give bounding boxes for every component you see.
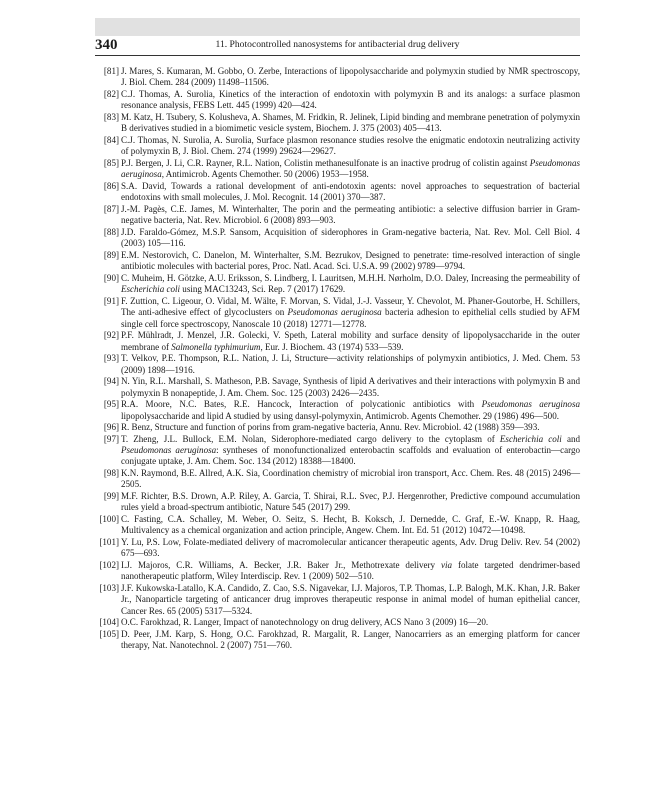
page-header: [95, 18, 580, 56]
reference-list: [95, 66, 580, 652]
reference-item: [95, 181, 580, 204]
reference-item: [95, 135, 580, 158]
reference-italic-segment: Escherichia coli: [121, 284, 181, 295]
reference-item: [95, 514, 580, 537]
reference-text: [121, 66, 580, 89]
reference-segment: C. Muheim, H. Götzke, A.U. Eriksson, S. Lindberg, I. Lauritsen, M.H.H. Nørholm, D.O. Daley, Increasing the permeability of: [121, 272, 580, 283]
reference-text: [121, 353, 580, 376]
reference-segment: T. Zheng, J.L. Bullock, E.M. Nolan, Siderophore-mediated cargo delivery to the cytoplasm of: [121, 433, 500, 444]
reference-number: [104]: [99, 617, 119, 628]
reference-number: [84]: [103, 134, 119, 145]
reference-text: [121, 181, 580, 204]
reference-item: [95, 583, 580, 617]
reference-text: [121, 376, 580, 399]
reference-number: [99]: [103, 490, 119, 501]
reference-segment: M. Katz, H. Tsubery, S. Kolusheva, A. Shames, M. Fridkin, R. Jelinek, Lipid binding and membrane penetration of polymyxin B derivatives studied in a biomimetic vesicle system, Biochem. J. 375 (2003) 405—413.: [121, 111, 580, 134]
reference-number: [87]: [103, 203, 119, 214]
reference-number: [89]: [103, 249, 119, 260]
reference-item: [95, 296, 580, 330]
reference-italic-segment: Pseudomonas aeruginosa: [121, 444, 217, 455]
reference-number: [103]: [99, 582, 119, 593]
reference-segment: lipopolysaccharide and lipid A studied by using dansyl-polymyxin, Antimicrob. Agents Chemother. 29 (1986) 496—500.: [121, 410, 559, 421]
reference-item: [95, 560, 580, 583]
reference-text: [121, 537, 580, 560]
reference-segment: K.N. Raymond, B.E. Allred, A.K. Sia, Coordination chemistry of microbial iron transport, Acc. Chem. Res. 48 (2015) 2496—2505.: [121, 467, 580, 490]
reference-segment: using MAC13243, Sci. Rep. 7 (2017) 17629.: [180, 284, 346, 295]
reference-text: [121, 629, 580, 652]
reference-item: [95, 468, 580, 491]
reference-item: [95, 422, 580, 433]
reference-number: [101]: [99, 536, 119, 547]
reference-segment: folate targeted dendrimer-based nanotherapeutic platform, Wiley Interdiscip. Rev. 1 (2009) 502—510.: [121, 559, 580, 582]
reference-segment: D. Peer, J.M. Karp, S. Hong, O.C. Farokhzad, R. Margalit, R. Langer, Nanocarriers as an emerging platform for cancer therapy, Nat. Nanotechnol. 2 (2007) 751—760.: [121, 628, 580, 651]
reference-segment: P.J. Bergen, J. Li, C.R. Rayner, R.L. Nation, Colistin methanesulfonate is an inactive prodrug of colistin against: [121, 157, 530, 168]
reference-number: [91]: [103, 295, 119, 306]
reference-text: [121, 399, 580, 422]
reference-segment: P.F. Mühlradt, J. Menzel, J.R. Golecki, V. Speth, Lateral mobility and surface density of lipopolysaccharide in the outer membrane of: [121, 330, 580, 352]
reference-text: [121, 273, 580, 296]
reference-item: [95, 330, 580, 353]
reference-text: [121, 135, 580, 158]
reference-segment: M.F. Richter, B.S. Drown, A.P. Riley, A. Garcia, T. Shirai, R.L. Svec, P.J. Hergenrother, Predictive compound accumulation rules yield a broad-spectrum antibiotic, Nature 545 (2017) 299.: [121, 490, 580, 513]
reference-text: [121, 434, 580, 468]
reference-text: [121, 617, 580, 628]
reference-text: [121, 227, 580, 250]
reference-item: [95, 227, 580, 250]
reference-item: [95, 66, 580, 89]
reference-number: [92]: [103, 330, 119, 341]
reference-number: [97]: [103, 433, 119, 444]
reference-item: [95, 376, 580, 399]
reference-segment: R.A. Moore, N.C. Bates, R.E. Hancock, Interaction of polycationic antibiotics with: [121, 399, 482, 410]
reference-segment: E.M. Nestorovich, C. Danelon, M. Winterhalter, S.M. Bezrukov, Designed to penetrate: time-resolved interaction of single antibiotic molecules with bacterial pores, Proc. Natl. Acad. Sci. U.S.A. 99 (2002) 9789—9794.: [121, 249, 580, 272]
reference-segment: J.F. Kukowska-Latallo, K.A. Candido, Z. Cao, S.S. Nigavekar, I.J. Majoros, T.P. Thomas, L.P. Balogh, M.K. Khan, J.R. Baker Jr., Nanoparticle targeting of anticancer drug improves therapeutic response in animal model of human epithelial cancer, Cancer Res. 65 (2005) 5317—5324.: [121, 582, 580, 616]
reference-segment: O.C. Farokhzad, R. Langer, Impact of nanotechnology on drug delivery, ACS Nano 3 (2009) 16—20.: [121, 617, 489, 628]
reference-segment: : syntheses of monofunctionalized enterobactin scaffolds and evaluation of enterobactin—cargo conjugate uptake, J. Am. Chem. Soc. 134 (2012) 18388—18400.: [121, 444, 580, 467]
reference-text: [121, 112, 580, 135]
reference-number: [86]: [103, 180, 119, 191]
reference-segment: R. Benz, Structure and function of porins from gram-negative bacteria, Annu. Rev. Microbiol. 42 (1988) 359—393.: [121, 422, 540, 433]
reference-number: [83]: [103, 111, 119, 122]
reference-text: [121, 250, 580, 273]
reference-item: [95, 89, 580, 112]
reference-segment: N. Yin, R.L. Marshall, S. Matheson, P.B. Savage, Synthesis of lipid A derivatives and their interactions with polymyxin B and polymyxin B nonapeptide, J. Am. Chem. Soc. 125 (2003) 2426—2435.: [121, 376, 580, 398]
reference-italic-segment: Pseudomonas aeruginosa: [481, 399, 580, 410]
reference-italic-segment: Escherichia coli: [499, 433, 562, 444]
reference-text: [121, 560, 580, 583]
reference-text: [121, 468, 580, 491]
reference-segment: , Antimicrob. Agents Chemother. 50 (2006) 1953—1958.: [161, 169, 369, 180]
page-number: 340: [95, 37, 118, 53]
reference-segment: C.J. Thomas, A. Surolia, Kinetics of the interaction of endotoxin with polymyxin B and its analogs: a surface plasmon resonance analysis, FEBS Lett. 445 (1999) 420—424.: [121, 88, 580, 111]
reference-item: [95, 629, 580, 652]
reference-segment: J.D. Faraldo-Gómez, M.S.P. Sansom, Acquisition of siderophores in Gram-negative bacteria, Nat. Rev. Mol. Cell Biol. 4 (2003) 105—116.: [121, 226, 580, 249]
reference-text: [121, 422, 580, 433]
reference-number: [90]: [103, 272, 119, 283]
reference-number: [88]: [103, 226, 119, 237]
reference-item: [95, 250, 580, 273]
reference-segment: I.J. Majoros, C.R. Williams, A. Becker, J.R. Baker Jr., Methotrexate delivery: [121, 559, 441, 570]
reference-item: [95, 158, 580, 181]
reference-text: [121, 204, 580, 227]
reference-segment: C. Fasting, C.A. Schalley, M. Weber, O. Seitz, S. Hecht, B. Koksch, J. Dernedde, C. Graf, E.-W. Knapp, R. Haag, Multivalency as a chemical organization and action principle, Angew. Chem. Int. Ed. 51 (2012) 10472—10498.: [121, 513, 580, 536]
reference-item: [95, 434, 580, 468]
reference-segment: S.A. David, Towards a rational development of anti-endotoxin agents: novel approaches to sequestration of bacterial endotoxins with small molecules, J. Mol. Recognit. 14 (2001) 370—387.: [121, 180, 580, 203]
reference-item: [95, 204, 580, 227]
reference-segment: , Eur. J. Biochem. 43 (1974) 533—539.: [260, 341, 404, 352]
reference-text: [121, 583, 580, 617]
reference-segment: bacteria adhesion to epithelial cells studied by AFM single cell force spectroscopy, Nanoscale 10 (2018) 12771—12778.: [121, 307, 581, 329]
reference-segment: T. Velkov, P.E. Thompson, R.L. Nation, J. Li, Structure—activity relationships of polymyxin antibiotics, J. Med. Chem. 53 (2009) 1898—1916.: [121, 353, 580, 375]
reference-text: [121, 296, 580, 330]
reference-number: [96]: [103, 422, 119, 433]
reference-item: [95, 537, 580, 560]
reference-number: [93]: [103, 353, 119, 364]
reference-segment: J.-M. Pagès, C.E. James, M. Winterhalter, The porin and the permeating antibiotic: a selective diffusion barrier in Gram-negative bacteria, Nat. Rev. Microbiol. 6 (2008) 893—903.: [121, 203, 580, 226]
reference-text: [121, 158, 580, 181]
reference-text: [121, 89, 580, 112]
reference-segment: J. Mares, S. Kumaran, M. Gobbo, O. Zerbe, Interactions of lipopolysaccharide and polymyxin studied by NMR spectroscopy, J. Biol. Chem. 284 (2009) 11498–11506.: [121, 66, 580, 88]
reference-number: [85]: [103, 157, 119, 168]
header-bar: [95, 18, 580, 36]
reference-number: [82]: [103, 88, 119, 99]
reference-italic-segment: via: [441, 559, 453, 570]
reference-number: [94]: [103, 376, 119, 387]
reference-italic-segment: Pseudomonas aeruginosa: [287, 307, 382, 318]
reference-text: [121, 491, 580, 514]
reference-number: [81]: [103, 66, 119, 76]
reference-segment: Y. Lu, P.S. Low, Folate-mediated delivery of macromolecular anticancer therapeutic agents, Adv. Drug Deliv. Rev. 54 (2002) 675—693.: [121, 536, 580, 559]
running-head: 11. Photocontrolled nanosystems for antibacterial drug delivery: [215, 39, 460, 50]
reference-italic-segment: Pseudomonas aeruginosa: [121, 157, 580, 180]
reference-number: [95]: [103, 399, 119, 410]
reference-text: [121, 514, 580, 537]
reference-item: [95, 112, 580, 135]
reference-text: [121, 330, 580, 353]
reference-number: [102]: [99, 559, 119, 570]
reference-segment: and: [561, 433, 581, 444]
reference-item: [95, 353, 580, 376]
reference-number: [105]: [99, 628, 119, 639]
reference-item: [95, 273, 580, 296]
reference-number: [98]: [103, 467, 119, 478]
reference-segment: F. Zuttion, C. Ligeour, O. Vidal, M. Wälte, F. Morvan, S. Vidal, J.-J. Vasseur, Y. Chevolot, M. Phaner-Goutorbe, H. Schillers, The anti-adhesive effect of glycoclusters on: [121, 295, 580, 318]
reference-number: [100]: [99, 513, 119, 524]
reference-segment: C.J. Thomas, N. Surolia, A. Surolia, Surface plasmon resonance studies resolve the enigmatic endotoxin neutralizing activity of polymyxin B, J. Biol. Chem. 274 (1999) 29624—29627.: [121, 134, 580, 157]
reference-item: [95, 491, 580, 514]
reference-italic-segment: Salmonella typhimurium: [171, 341, 261, 352]
reference-item: [95, 617, 580, 628]
reference-item: [95, 399, 580, 422]
header-rule: [95, 55, 580, 56]
